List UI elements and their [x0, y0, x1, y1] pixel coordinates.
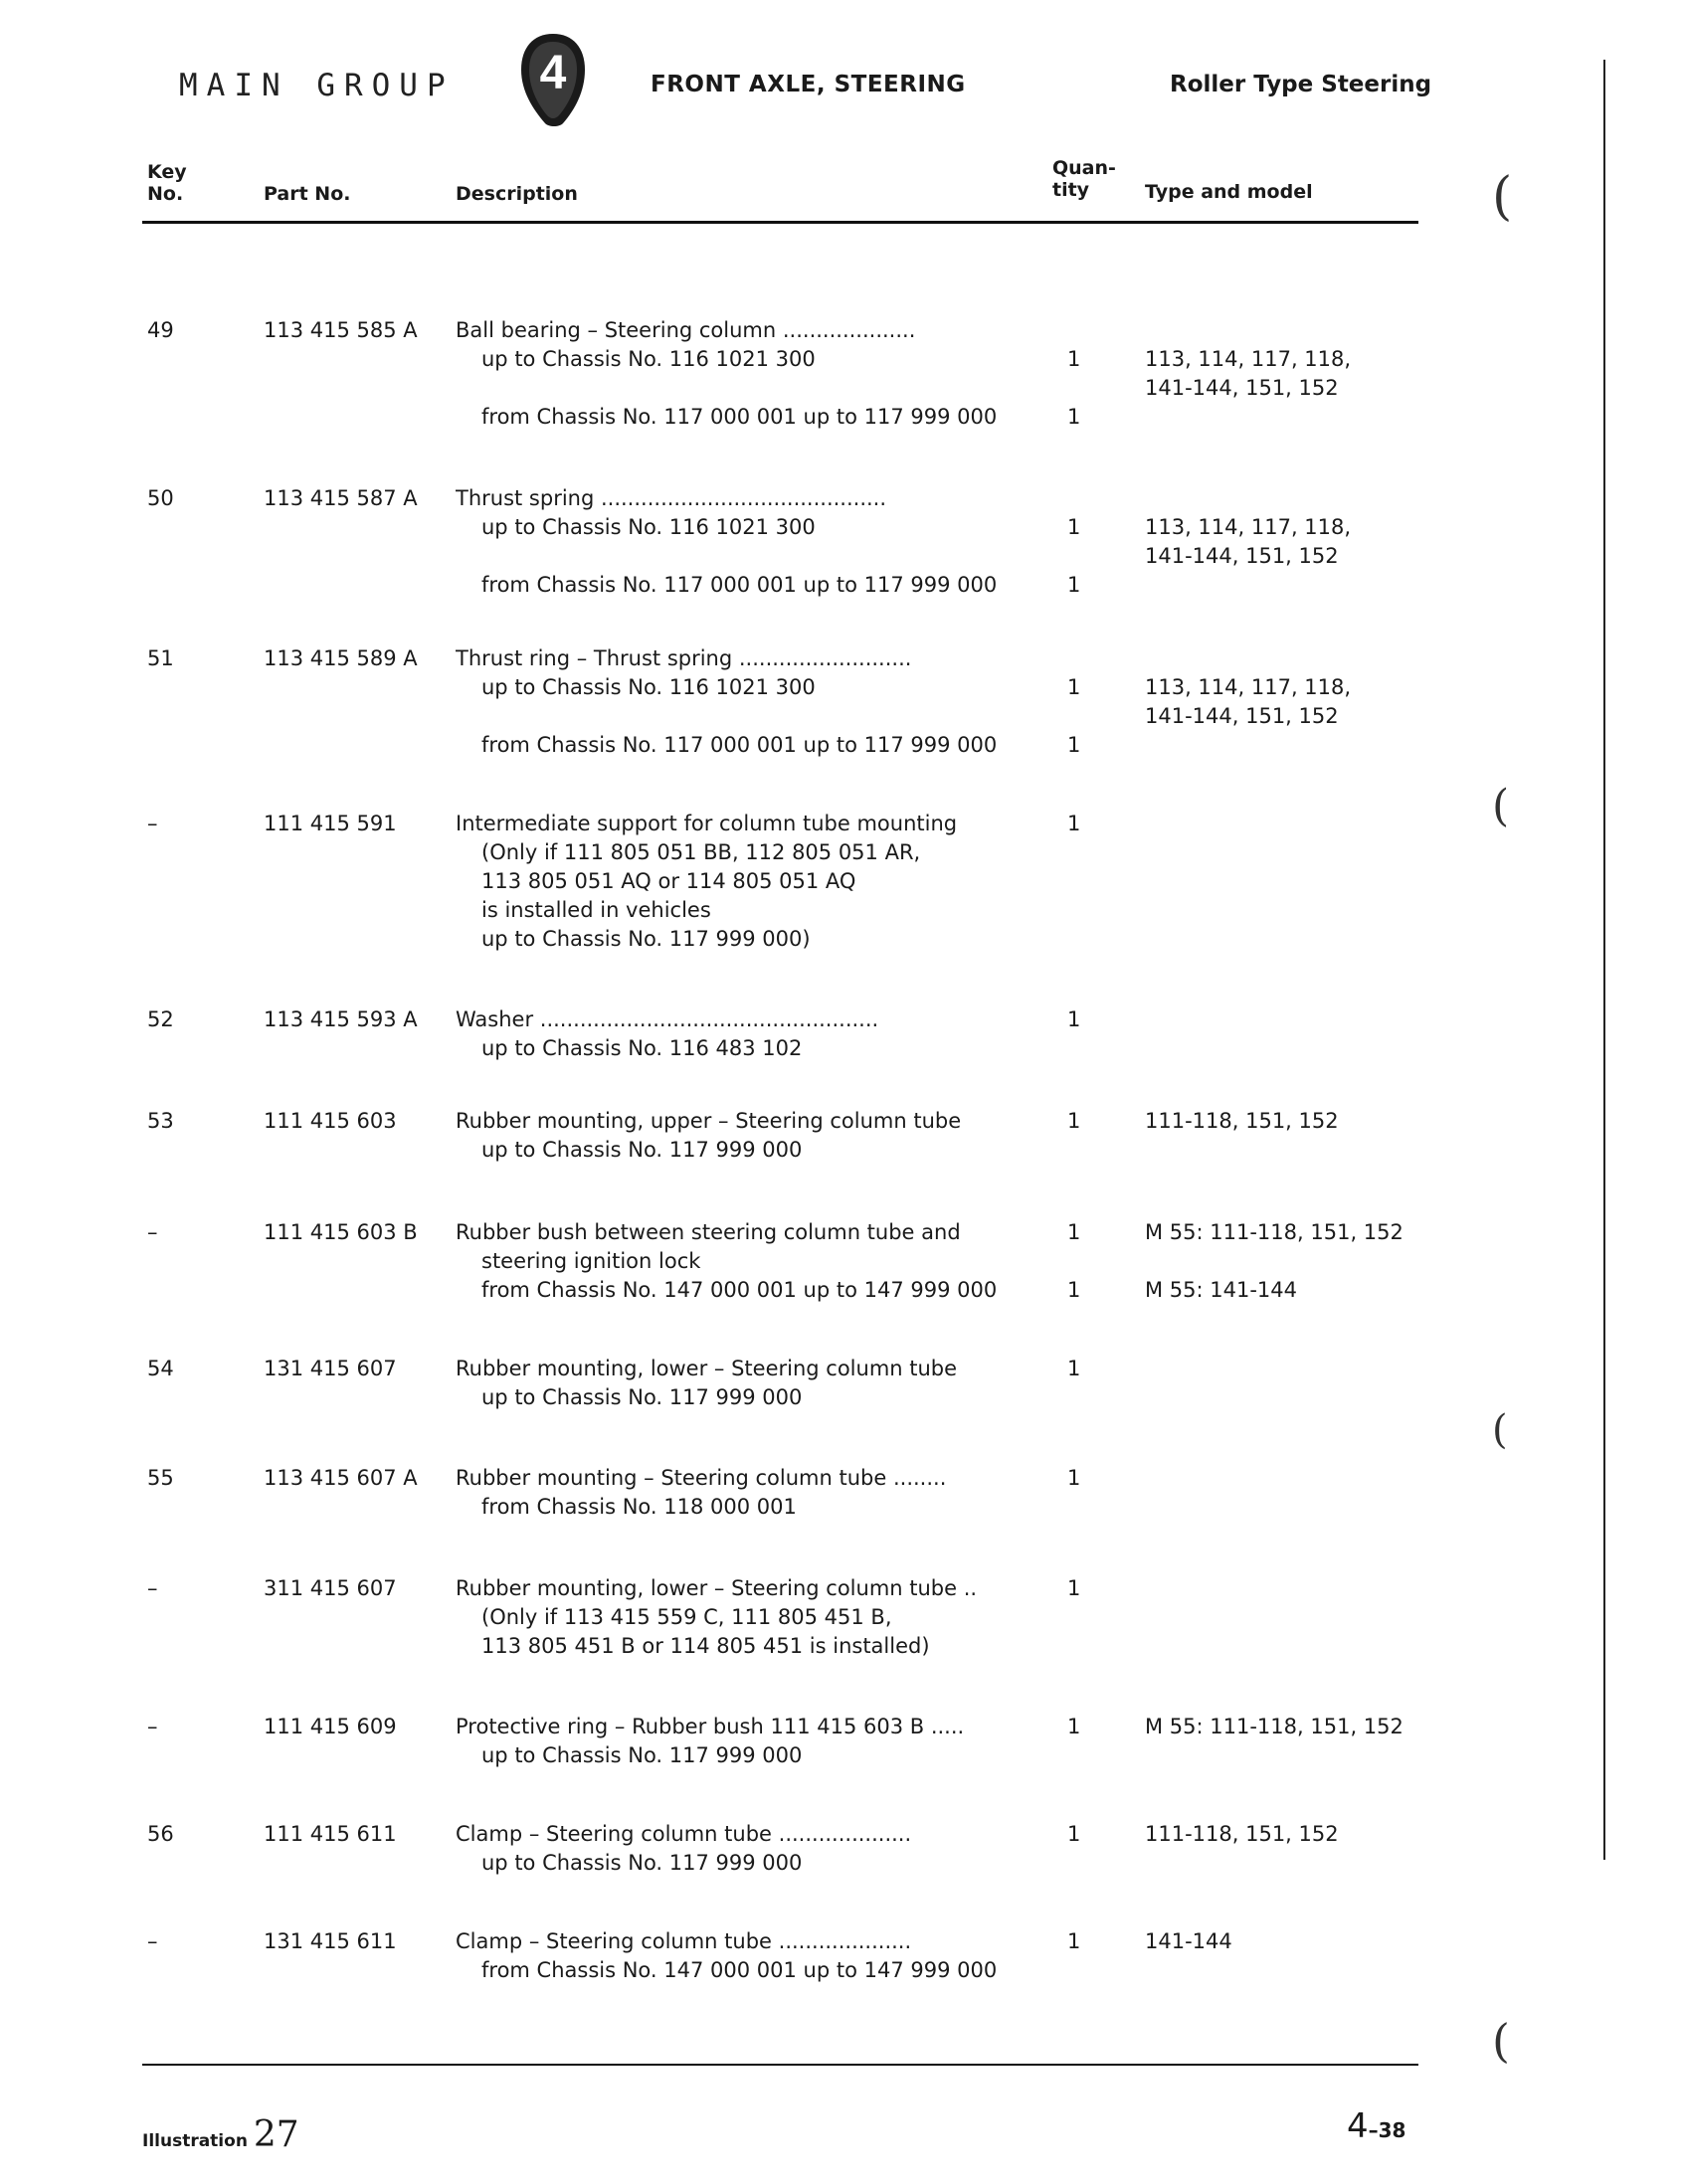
description-line: Intermediate support for column tube mounting: [456, 812, 958, 835]
description-line: up to Chassis No. 116 1021 300: [481, 347, 816, 371]
part-number: 311 415 607: [264, 1576, 397, 1600]
column-header-quantity: [1052, 157, 1116, 201]
quantity-value: 1: [1067, 405, 1081, 429]
column-header-key-line2: No.: [147, 183, 184, 205]
description-line: Rubber mounting, lower – Steering column tube: [456, 1357, 958, 1380]
description-line: Ball bearing – Steering column ....................: [456, 318, 916, 342]
column-header-type: Type and model: [1145, 181, 1313, 203]
description-line: up to Chassis No. 117 999 000: [481, 1743, 803, 1767]
subsection-title: Roller Type Steering: [1170, 72, 1432, 97]
description: [456, 1464, 1034, 1522]
type-value: 113, 114, 117, 118,: [1145, 347, 1352, 371]
quantity-value: [1067, 1247, 1097, 1276]
quantity-value: 1: [1067, 675, 1081, 699]
quantity-value: 1: [1067, 812, 1081, 835]
type-and-model: [1145, 1107, 1423, 1136]
description: [456, 1713, 1034, 1770]
quantity: [1067, 1355, 1097, 1383]
key-number: 54: [147, 1357, 174, 1380]
quantity-value: 1: [1067, 573, 1081, 597]
description-line: Thrust ring – Thrust spring ..........................: [456, 646, 912, 670]
type-value: [1145, 644, 1423, 673]
type-value: 141-144, 151, 152: [1145, 544, 1339, 568]
key-number: 53: [147, 1109, 174, 1133]
part-number: 111 415 609: [264, 1715, 397, 1738]
type-value: M 55: 111-118, 151, 152: [1145, 1220, 1403, 1244]
binder-edge-line: [1603, 60, 1605, 1860]
description-line: from Chassis No. 147 000 001 up to 147 999 000: [481, 1958, 998, 1982]
quantity: [1067, 1464, 1097, 1493]
type-value: [1145, 1247, 1423, 1276]
quantity-value: [1067, 644, 1097, 673]
binder-hole-mark: (: [1492, 781, 1510, 831]
key-number: 49: [147, 318, 174, 342]
description: [456, 644, 1034, 760]
quantity-value: 1: [1067, 1466, 1081, 1490]
quantity-value: 1: [1067, 515, 1081, 539]
key-number: –: [147, 812, 158, 835]
group-number-badge: [515, 30, 591, 129]
description-line: up to Chassis No. 117 999 000: [481, 1138, 803, 1162]
quantity: [1067, 810, 1097, 838]
quantity: [1067, 1005, 1097, 1034]
part-number: 131 415 607: [264, 1357, 397, 1380]
column-header-description: Description: [456, 183, 578, 205]
part-number: 113 415 585 A: [264, 318, 418, 342]
description-line: steering ignition lock: [481, 1249, 701, 1273]
description: [456, 484, 1034, 600]
type-and-model: [1145, 316, 1423, 403]
type-value: [1145, 484, 1423, 513]
quantity-value: 1: [1067, 1822, 1081, 1846]
description-line: 113 805 051 AQ or 114 805 051 AQ: [481, 869, 856, 893]
description-line: is installed in vehicles: [481, 898, 711, 922]
quantity-value: 1: [1067, 1715, 1081, 1738]
key-number: –: [147, 1715, 158, 1738]
part-number: 113 415 587 A: [264, 486, 418, 510]
description: [456, 1927, 1034, 1985]
description-line: up to Chassis No. 117 999 000): [481, 927, 811, 951]
part-number: 131 415 611: [264, 1929, 397, 1953]
page-number-sub: –38: [1368, 2118, 1406, 2142]
description-line: Rubber mounting – Steering column tube ........: [456, 1466, 947, 1490]
part-number: 113 415 593 A: [264, 1007, 418, 1031]
type-value: M 55: 141-144: [1145, 1278, 1298, 1302]
quantity: [1067, 1927, 1097, 1956]
quantity: [1067, 1107, 1097, 1136]
quantity-value: 1: [1067, 1357, 1081, 1380]
type-value: 141-144, 151, 152: [1145, 376, 1339, 400]
quantity: [1067, 1820, 1097, 1849]
quantity-value: 1: [1067, 1007, 1081, 1031]
part-number: 113 415 589 A: [264, 646, 418, 670]
quantity-value: 1: [1067, 733, 1081, 757]
quantity-value: 1: [1067, 1220, 1081, 1244]
illustration-number: 27: [253, 2114, 299, 2155]
description-line: Rubber bush between steering column tube and: [456, 1220, 961, 1244]
key-number: –: [147, 1929, 158, 1953]
type-and-model: [1145, 1820, 1423, 1849]
header-rule: [142, 221, 1418, 224]
type-and-model: [1145, 1218, 1423, 1305]
footer-rule: [142, 2064, 1418, 2066]
key-number: –: [147, 1220, 158, 1244]
description-line: 113 805 451 B or 114 805 451 is installed): [481, 1634, 930, 1658]
binder-hole-mark: (: [1492, 167, 1513, 227]
part-number: 111 415 611: [264, 1822, 397, 1846]
key-number: 55: [147, 1466, 174, 1490]
page-number-main: 4: [1347, 2106, 1369, 2146]
quantity-value: 1: [1067, 1109, 1081, 1133]
binder-hole-mark: (: [1492, 2014, 1510, 2068]
type-value: 111-118, 151, 152: [1145, 1109, 1339, 1133]
quantity-value: 1: [1067, 1278, 1081, 1302]
column-header-key: [147, 161, 187, 205]
column-header-qty-line1: Quan-: [1052, 157, 1116, 179]
quantity-value: 1: [1067, 1576, 1081, 1600]
quantity: [1067, 316, 1097, 432]
type-value: 111-118, 151, 152: [1145, 1822, 1339, 1846]
column-header-part: Part No.: [264, 183, 351, 205]
part-number: 111 415 603 B: [264, 1220, 418, 1244]
description-line: up to Chassis No. 116 1021 300: [481, 515, 816, 539]
quantity: [1067, 1574, 1097, 1603]
quantity: [1067, 484, 1097, 600]
quantity-value: [1067, 484, 1097, 513]
description-line: Washer ...................................................: [456, 1007, 879, 1031]
quantity: [1067, 644, 1097, 760]
main-group-title: MAIN GROUP: [179, 68, 455, 103]
type-value: M 55: 111-118, 151, 152: [1145, 1715, 1403, 1738]
description-line: from Chassis No. 117 000 001 up to 117 999 000: [481, 573, 998, 597]
type-and-model: [1145, 1713, 1423, 1741]
quantity-value: [1067, 316, 1097, 345]
description-line: (Only if 111 805 051 BB, 112 805 051 AR,: [481, 840, 921, 864]
description-line: from Chassis No. 118 000 001: [481, 1495, 797, 1519]
description-line: Protective ring – Rubber bush 111 415 603 B .....: [456, 1715, 965, 1738]
key-number: 51: [147, 646, 174, 670]
column-header-key-line1: Key: [147, 161, 187, 183]
page-number: [1347, 2106, 1405, 2146]
group-number: 4: [539, 47, 567, 99]
quantity: [1067, 1713, 1097, 1741]
type-and-model: [1145, 484, 1423, 571]
part-number: 111 415 591: [264, 812, 397, 835]
type-value: 113, 114, 117, 118,: [1145, 675, 1352, 699]
type-value: [1145, 316, 1423, 345]
description: [456, 810, 1034, 954]
illustration-reference: [142, 2114, 299, 2155]
description-line: from Chassis No. 147 000 001 up to 147 999 000: [481, 1278, 998, 1302]
column-header-qty-line2: tity: [1052, 179, 1090, 201]
key-number: –: [147, 1576, 158, 1600]
key-number: 56: [147, 1822, 174, 1846]
description-line: Rubber mounting, upper – Steering column tube: [456, 1109, 962, 1133]
description-line: Rubber mounting, lower – Steering column tube ..: [456, 1576, 978, 1600]
description: [456, 1005, 1034, 1063]
description-line: Clamp – Steering column tube ....................: [456, 1929, 912, 1953]
description-line: up to Chassis No. 116 483 102: [481, 1036, 803, 1060]
description-line: up to Chassis No. 116 1021 300: [481, 675, 816, 699]
quantity-value: 1: [1067, 347, 1081, 371]
description: [456, 1218, 1034, 1305]
description-line: from Chassis No. 117 000 001 up to 117 999 000: [481, 733, 998, 757]
type-and-model: [1145, 1927, 1423, 1956]
type-value: 141-144: [1145, 1929, 1232, 1953]
type-and-model: [1145, 644, 1423, 731]
description-line: from Chassis No. 117 000 001 up to 117 999 000: [481, 405, 998, 429]
description: [456, 1355, 1034, 1412]
part-number: 111 415 603: [264, 1109, 397, 1133]
description-line: up to Chassis No. 117 999 000: [481, 1385, 803, 1409]
quantity-value: 1: [1067, 1929, 1081, 1953]
quantity: [1067, 1218, 1097, 1305]
description-line: (Only if 113 415 559 C, 111 805 451 B,: [481, 1605, 892, 1629]
description: [456, 1107, 1034, 1165]
description-line: up to Chassis No. 117 999 000: [481, 1851, 803, 1875]
description-line: Clamp – Steering column tube ....................: [456, 1822, 912, 1846]
type-value: 113, 114, 117, 118,: [1145, 515, 1352, 539]
part-number: 113 415 607 A: [264, 1466, 418, 1490]
description: [456, 316, 1034, 432]
description: [456, 1574, 1034, 1661]
description: [456, 1820, 1034, 1878]
description-line: Thrust spring ...........................................: [456, 486, 887, 510]
key-number: 50: [147, 486, 174, 510]
section-title: FRONT AXLE, STEERING: [651, 72, 966, 97]
type-value: 141-144, 151, 152: [1145, 704, 1339, 728]
binder-hole-mark: (: [1492, 1407, 1508, 1453]
key-number: 52: [147, 1007, 174, 1031]
illustration-label: Illustration: [142, 2131, 248, 2151]
